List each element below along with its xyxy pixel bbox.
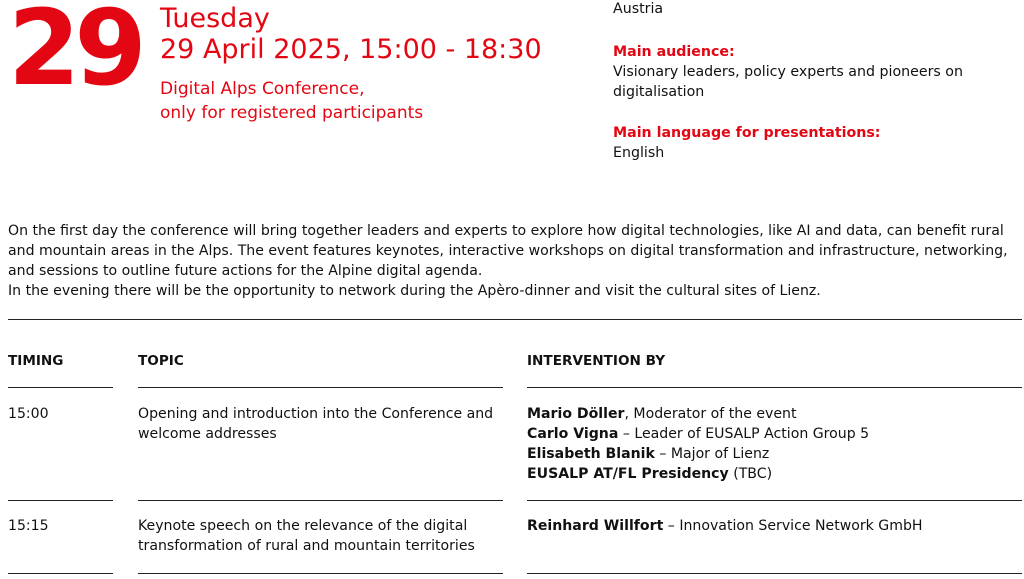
row-topic: Opening and introduction into the Conference and welcome addresses xyxy=(138,406,494,442)
speaker-line xyxy=(527,516,1017,536)
column-header-timing: TIMING xyxy=(8,353,64,369)
column-divider xyxy=(527,387,1022,388)
speaker-line xyxy=(527,404,1017,424)
speaker-name: Elisabeth Blanik xyxy=(527,446,655,462)
speaker-name: Mario Döller xyxy=(527,406,625,422)
speaker-role: , Moderator of the event xyxy=(624,406,797,422)
audience-label: Main audience: xyxy=(613,44,735,60)
row-divider xyxy=(138,500,503,501)
section-divider xyxy=(8,319,1022,320)
speaker-line xyxy=(527,464,1017,484)
intro-paragraph: On the first day the conference will bring together leaders and experts to explore how digital technologies, like AI and data, can benefit rural and mountain areas in the Alps. The event features keynotes, interactive workshops on digital transformation and infrastructure, networking, and sessions to outline future actions for the Alpine digital agenda. xyxy=(8,223,1008,279)
speaker-line xyxy=(527,424,1017,444)
row-divider xyxy=(138,573,503,574)
language-label: Main language for presentations: xyxy=(613,125,881,141)
speaker-role: (TBC) xyxy=(728,466,773,482)
row-topic: Keynote speech on the relevance of the digital transformation of rural and mountain territories xyxy=(138,518,475,554)
event-access-note: only for registered participants xyxy=(160,103,424,123)
language-value: English xyxy=(613,145,665,161)
intro-paragraph: In the evening there will be the opportunity to network during the Apèro-dinner and visit the cultural sites of Lienz. xyxy=(8,283,821,299)
event-header xyxy=(160,4,542,125)
speaker-name: Reinhard Willfort xyxy=(527,518,664,534)
column-divider xyxy=(138,387,503,388)
row-time: 15:15 xyxy=(8,518,49,534)
row-divider xyxy=(527,500,1022,501)
speaker-name: Carlo Vigna xyxy=(527,426,619,442)
speaker-role: – Innovation Service Network GmbH xyxy=(663,518,923,534)
day-number: 29 xyxy=(8,0,141,109)
row-divider xyxy=(527,573,1022,574)
column-header-intervention: INTERVENTION BY xyxy=(527,353,666,369)
row-divider xyxy=(8,500,113,501)
column-divider xyxy=(8,387,113,388)
row-speakers xyxy=(527,516,1017,536)
row-speakers xyxy=(527,404,1017,484)
event-datetime: 29 April 2025, 15:00 - 18:30 xyxy=(160,34,542,65)
speaker-role: – Major of Lienz xyxy=(654,446,770,462)
speaker-role: – Leader of EUSALP Action Group 5 xyxy=(618,426,870,442)
weekday: Tuesday xyxy=(160,3,270,34)
event-title: Digital Alps Conference, xyxy=(160,79,365,99)
event-info xyxy=(613,0,1013,163)
column-header-topic: TOPIC xyxy=(138,353,184,369)
speaker-line xyxy=(527,444,1017,464)
location-value: Austria xyxy=(613,1,664,17)
speaker-name: EUSALP AT/FL Presidency xyxy=(527,466,729,482)
intro-text xyxy=(8,221,1024,301)
row-time: 15:00 xyxy=(8,406,49,422)
row-divider xyxy=(8,573,113,574)
audience-value: Visionary leaders, policy experts and pioneers on digitalisation xyxy=(613,64,963,100)
